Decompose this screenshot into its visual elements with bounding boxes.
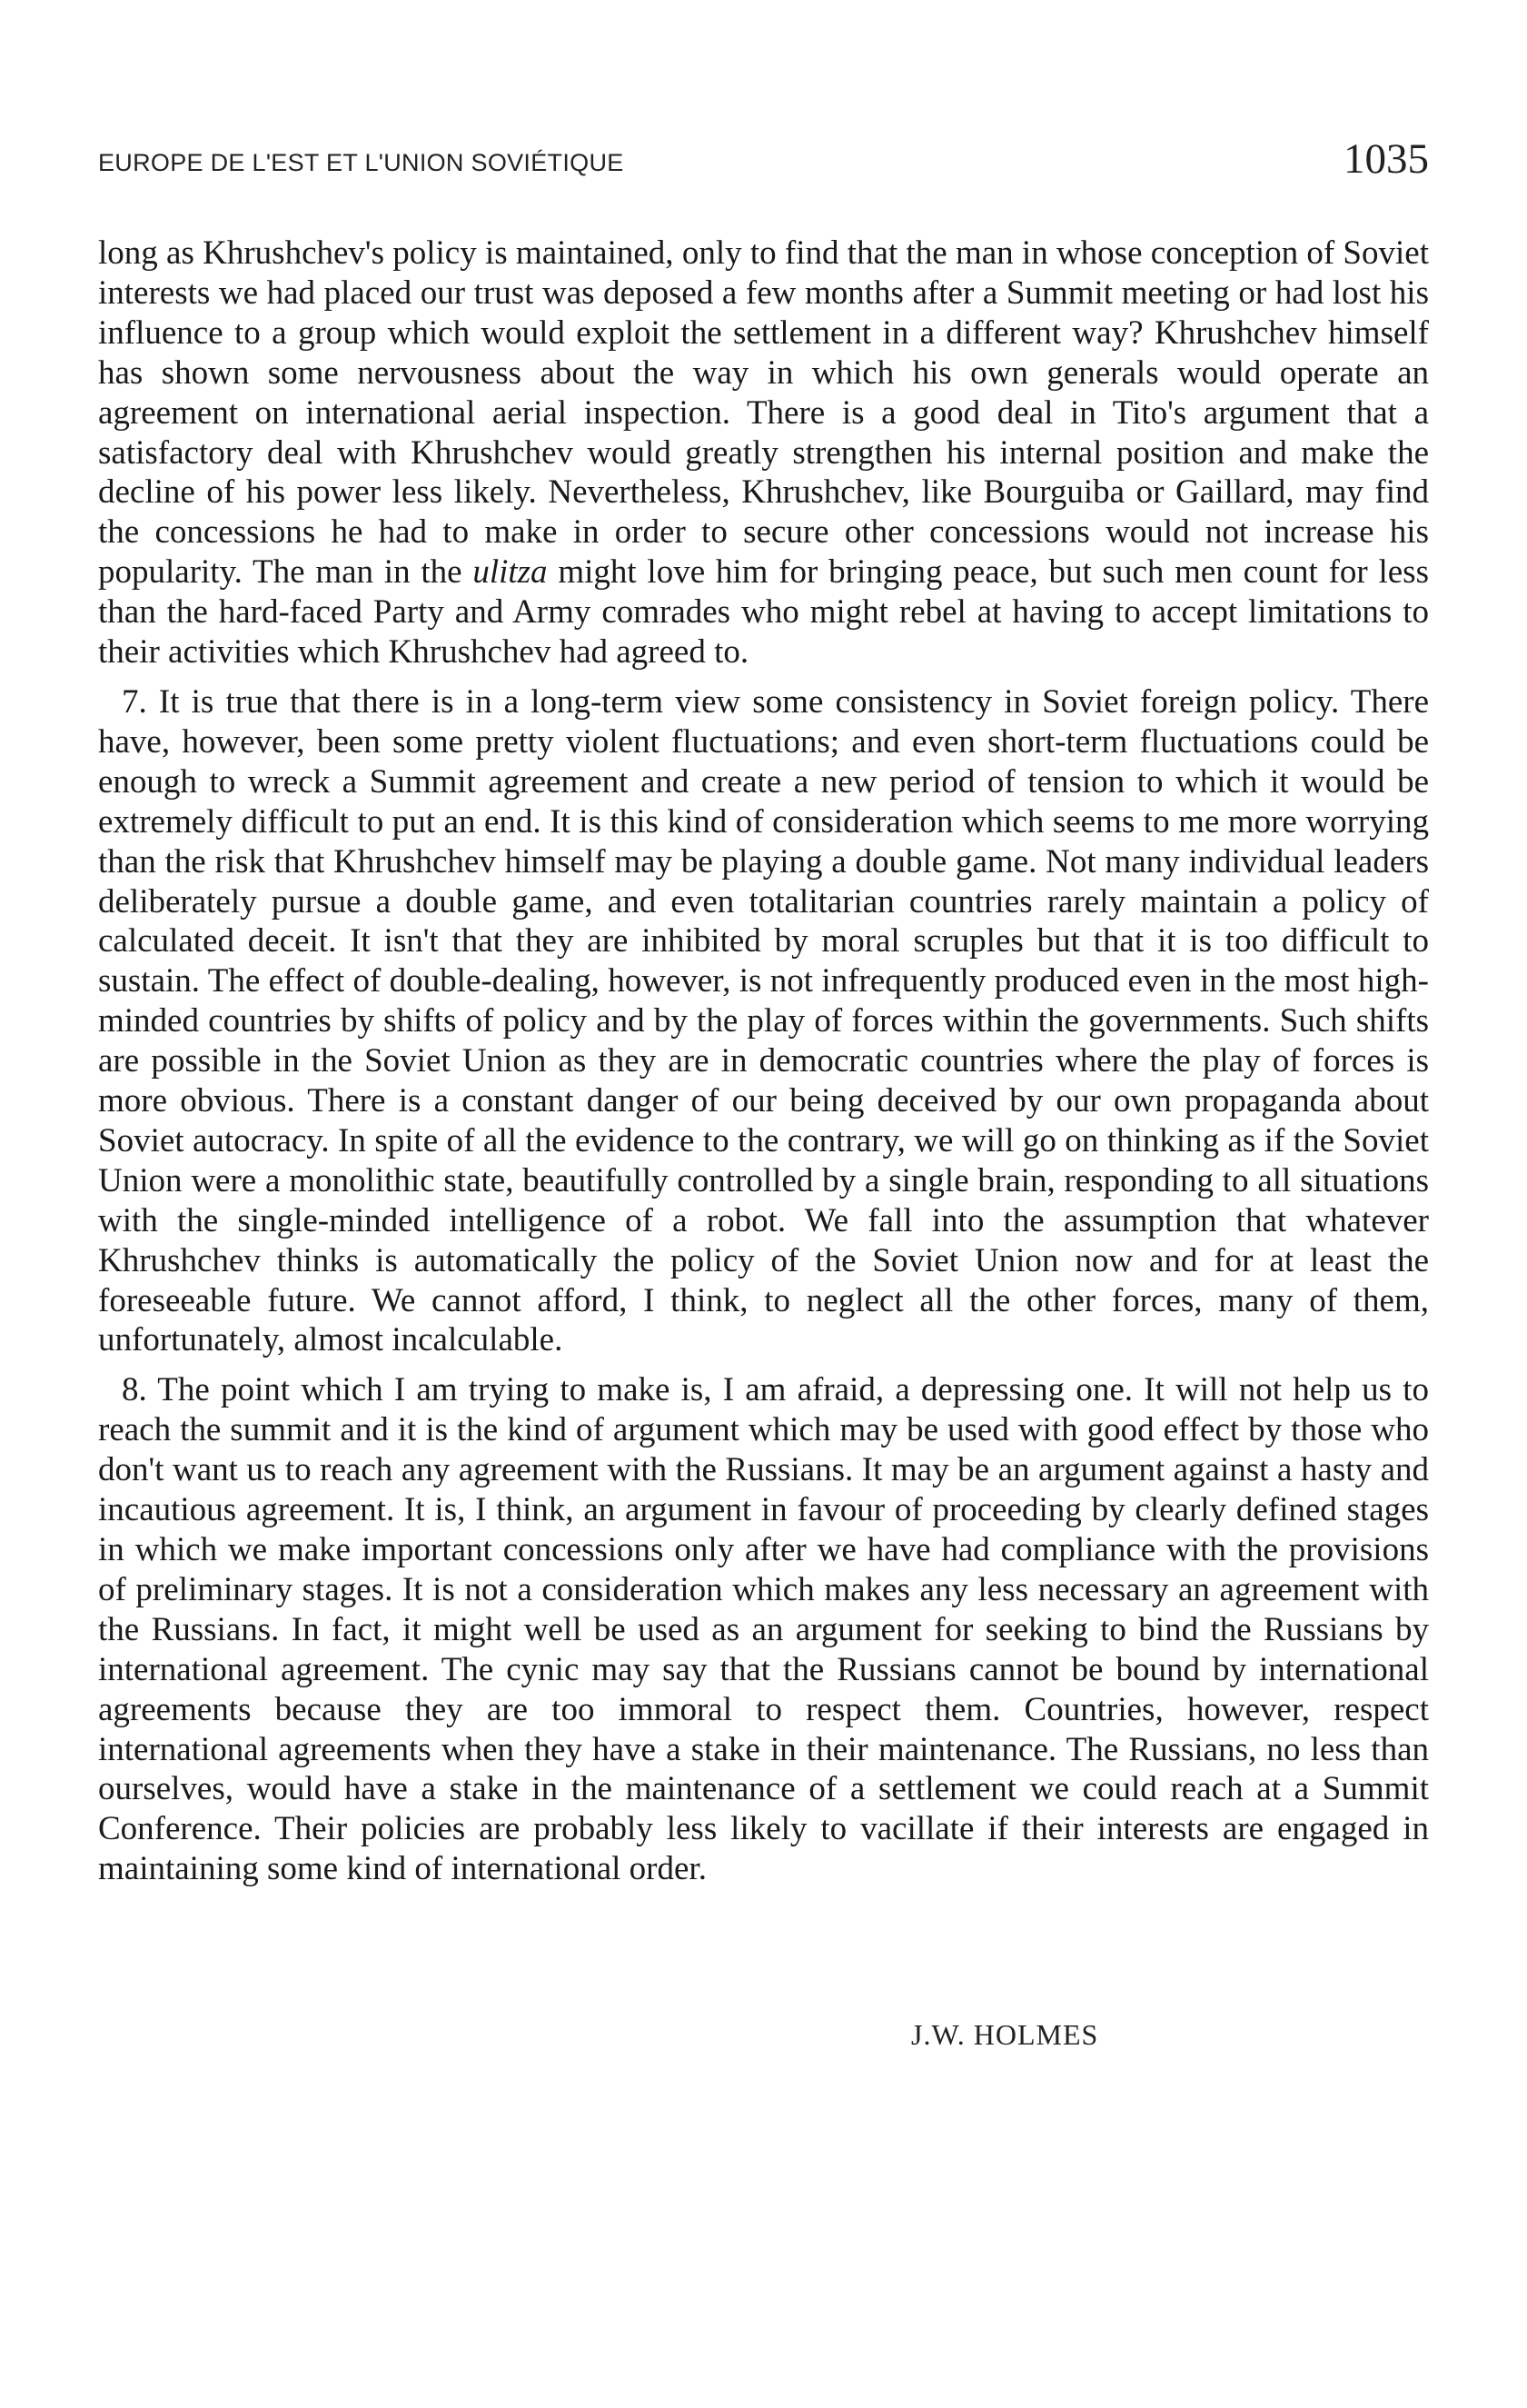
page-header bbox=[98, 134, 1429, 189]
paragraph bbox=[98, 234, 1429, 672]
paragraph-text: long as Khrushchev's policy is maintained, only to find that the man in whose conception of Soviet interests we had placed our trust was deposed a few months after a Summit meeting or had lost his influence to a group which would exploit the settlement in a different way? Khrushchev himself has shown some nervousness about the way in which his own generals would operate an agreement on international aerial inspection. There is a good deal in Tito's argument that a satisfactory deal with Khrushchev would greatly strengthen his internal position and make the decline of his power less likely. Nevertheless, Khrushchev, like Bourguiba or Gaillard, may find the concessions he had to make in order to secure other concessions would not increase his popularity. The man in the bbox=[98, 234, 1429, 592]
italic-term: ulitza bbox=[472, 553, 548, 592]
paragraph-text: might love him for bringing peace, but such men count for less than the hard-faced Party and Army comrades who might rebel at having to accept limitations to their activities which Khrushchev had agreed to. bbox=[98, 553, 1429, 672]
paragraph-8: 8. The point which I am trying to make is, I am afraid, a depressing one. It will not help us to reach the summit and it is the kind of argument which may be used with good effect by those who don't want us to reach any agreement with the Russians. It may be an argument against a hasty and incautious agreement. It is, I think, an argument in favour of proceeding by clearly defined stages in which we make important concessions only after we have had compliance with the provisions of preliminary stages. It is not a consideration which makes any less necessary an agreement with the Russians. In fact, it might well be used as an argument for seeking to bind the Russians by international agreement. The cynic may say that the Russians cannot be bound by international agreements because they are too immoral to respect them. Countries, however, respect international agreements when they have a stake in their maintenance. The Russians, no less than ourselves, would have a stake in the maintenance of a settlement we could reach at a Summit Conference. Their policies are probably less likely to vacillate if their interests are engaged in maintaining some kind of international order. bbox=[98, 1371, 1429, 1888]
article-body bbox=[98, 234, 1429, 1889]
page-number: 1035 bbox=[1344, 135, 1429, 183]
author-signature: J.W. HOLMES bbox=[911, 2018, 1099, 2051]
running-head: EUROPE DE L'EST ET L'UNION SOVIÉTIQUE bbox=[98, 149, 624, 176]
paragraph-7: 7. It is true that there is in a long-term view some consistency in Soviet foreign policy. There have, however, been some pretty violent fluctuations; and even short-term fluctuations could be enough to wreck a Summit agreement and create a new period of tension to which it would be extremely difficult to put an end. It is this kind of consideration which seems to me more worrying than the risk that Khrushchev himself may be playing a double game. Not many individual leaders deliberately pursue a double game, and even totalitarian countries rarely maintain a policy of calculated deceit. It isn't that they are inhibited by moral scruples but that it is too difficult to sustain. The effect of double-dealing, however, is not infrequently produced even in the most high-minded countries by shifts of policy and by the play of forces within the governments. Such shifts are possible in the Soviet Union as they are in democratic countries where the play of forces is more obvious. There is a constant danger of our being deceived by our own propaganda about Soviet autocracy. In spite of all the evidence to the contrary, we will go on thinking as if the Soviet Union were a monolithic state, beautifully controlled by a single brain, responding to all situations with the single-minded intelligence of a robot. We fall into the assumption that whatever Khrushchev thinks is automatically the policy of the Soviet Union now and for at least the foreseeable future. We cannot afford, I think, to neglect all the other forces, many of them, unfortunately, almost incalculable. bbox=[98, 682, 1429, 1359]
